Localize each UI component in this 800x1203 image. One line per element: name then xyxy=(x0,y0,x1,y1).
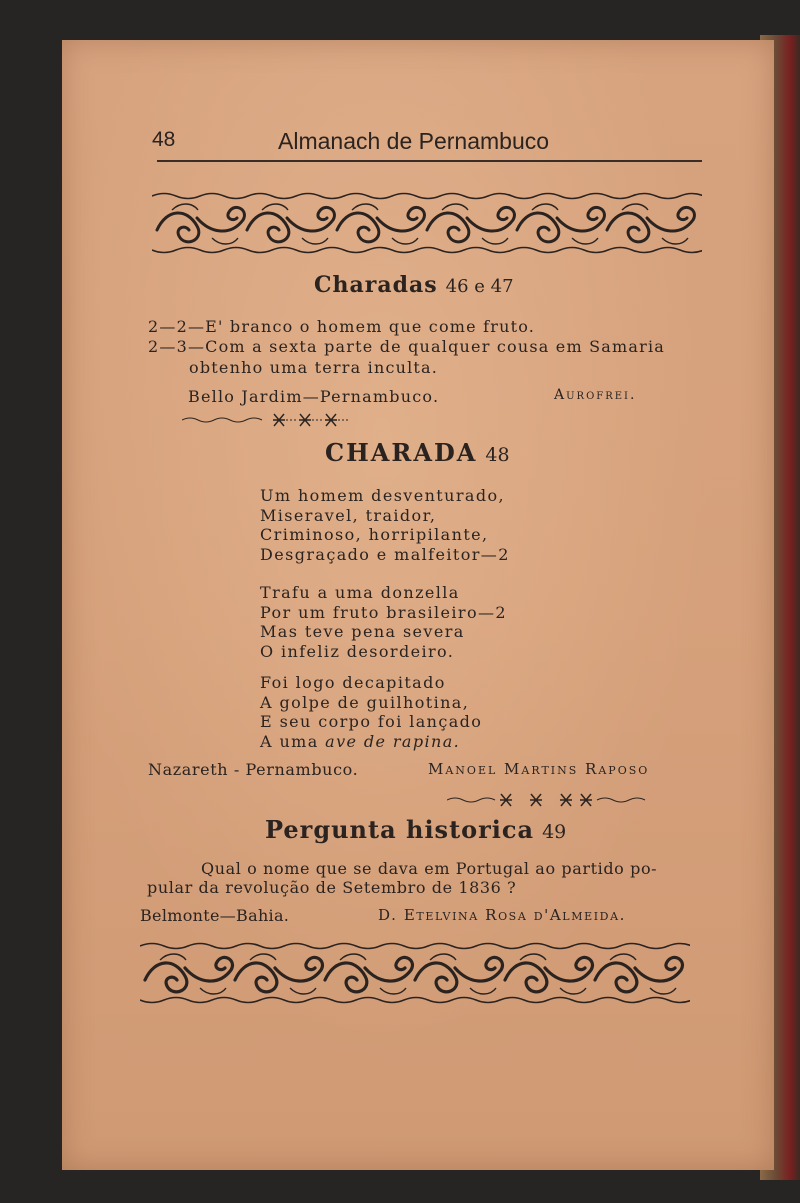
pergunta-title: Pergunta historica xyxy=(265,815,535,844)
pergunta-author: D. Etelvina Rosa d'Almeida. xyxy=(378,906,626,924)
charada-48-stanza-1 xyxy=(260,486,510,564)
verse-line: A golpe de guilhotina, xyxy=(260,692,470,712)
verse-line: Trafu a uma donzella xyxy=(260,583,460,602)
book-page xyxy=(62,40,774,1170)
charada-48-author: Manoel Martins Raposo xyxy=(428,760,650,778)
pergunta-number: 49 xyxy=(542,821,567,843)
verse-line: Um homem desventurado, xyxy=(260,486,505,505)
verse-line: E seu corpo foi lançado xyxy=(260,712,483,731)
running-title: Almanach de Pernambuco xyxy=(278,128,550,154)
verse-line-start: A uma xyxy=(260,731,326,751)
verse-line: Mas teve pena severa xyxy=(260,622,465,641)
charadas-numbers: 46 e 47 xyxy=(445,276,514,297)
charada-48-place: Nazareth - Pernambuco. xyxy=(148,760,359,779)
charada-47-text: 2—3—Com a sexta parte de qualquer cousa em Samaria xyxy=(148,337,666,356)
charada-48-number: 48 xyxy=(485,444,510,466)
charada-47-continuation: obtenho uma terra inculta. xyxy=(189,358,439,377)
separator-ornament xyxy=(182,412,362,432)
verse-line-italic: ave de rapina. xyxy=(325,731,461,751)
top-ornament-band xyxy=(152,190,702,256)
charada-48-stanza-2 xyxy=(260,583,507,661)
charadas-author: Aurofrei. xyxy=(554,387,637,403)
pergunta-text-continuation: pular da revolução de Setembro de 1836 ? xyxy=(147,878,517,897)
pergunta-place: Belmonte—Bahia. xyxy=(140,906,290,925)
verse-line: O infeliz desordeiro. xyxy=(260,641,455,661)
page-number: 48 xyxy=(152,128,176,151)
separator-ornament xyxy=(447,792,657,812)
verse-line xyxy=(260,732,482,752)
bottom-ornament-band xyxy=(140,940,690,1006)
verse-line: Criminoso, horripilante, xyxy=(260,525,489,544)
verse-line: Foi logo decapitado xyxy=(260,673,446,692)
header-rule xyxy=(157,160,702,162)
pergunta-text: Qual o nome que se dava em Portugal ao partido po- xyxy=(201,859,658,878)
charada-48-title: CHARADA xyxy=(325,438,478,467)
charada-48-heading xyxy=(325,438,510,467)
charadas-heading xyxy=(314,272,514,298)
charadas-title: Charadas xyxy=(314,272,438,298)
verse-line: Por um fruto brasileiro—2 xyxy=(260,602,507,622)
charada-46-text: 2—2—E' branco o homem que come fruto. xyxy=(148,317,536,336)
verse-line: Desgraçado e malfeitor—2 xyxy=(260,544,510,564)
pergunta-heading xyxy=(265,815,566,844)
charadas-place: Bello Jardim—Pernambuco. xyxy=(188,387,440,406)
charada-48-stanza-3 xyxy=(260,673,482,751)
verse-line: Miseravel, traidor, xyxy=(260,505,437,525)
